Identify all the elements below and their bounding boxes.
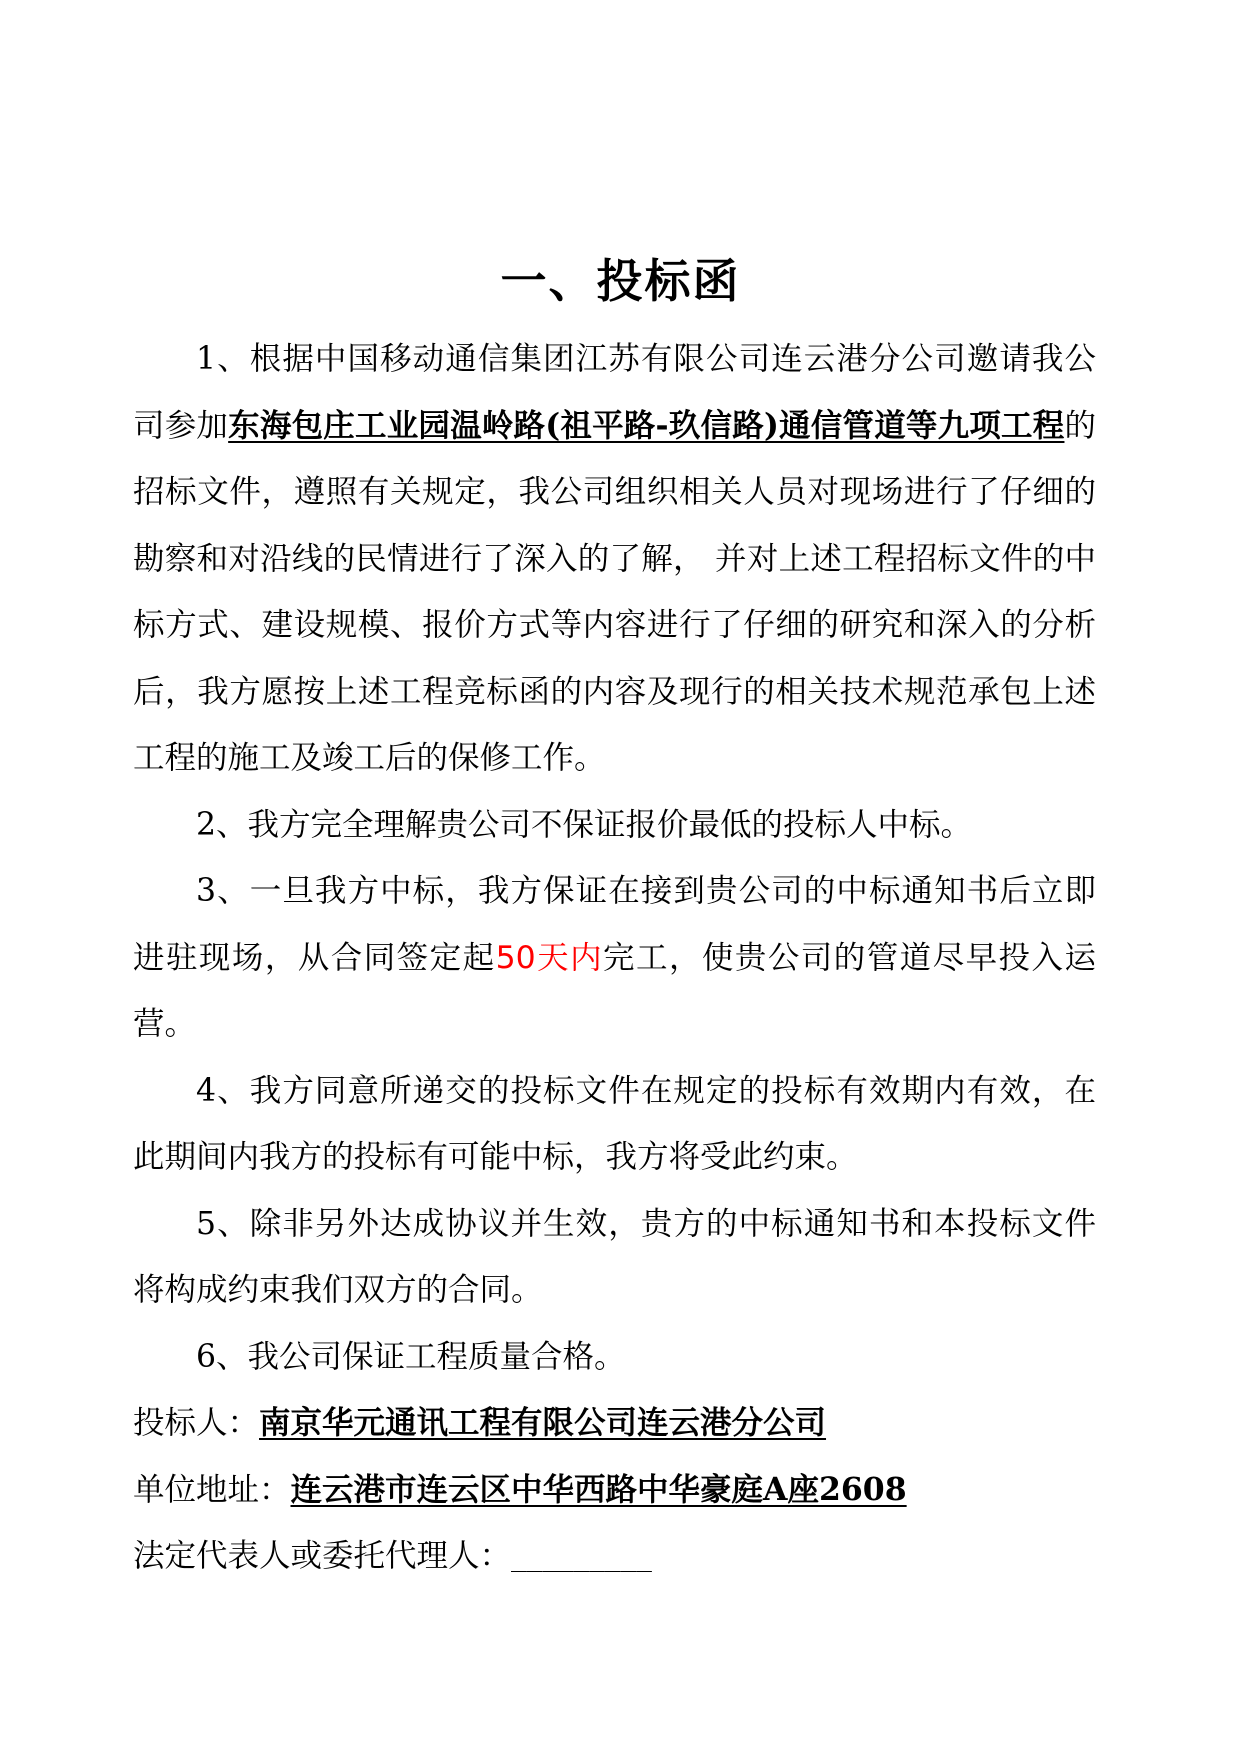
paragraph-3-intro: 3、一旦我方中标，我方保证在接到贵公司的中标通知书后立即进驻现场，从合同签定起 [133,873,1096,976]
paragraph-2: 2、我方完全理解贵公司不保证报价最低的投标人中标。 [196,806,973,843]
project-name: 东海包庄工业园温岭路(祖平路-玖信路)通信管道等九项工程 [228,406,1065,444]
completion-period-highlight: 50天内 [495,939,604,976]
paragraph-5: 5、除非另外达成协议并生效，贵方的中标通知书和本投标文件将构成约束我们双方的合同。 [133,1205,1096,1308]
address-label: 单位地址： [133,1471,291,1508]
page-title: 一、投标函 [500,254,741,308]
paragraph-3 [133,858,1096,1058]
paragraph-1-rest: 的招标文件，遵照有关规定，我公司组织相关人员对现场进行了仔细的勘察和对沿线的民情进行了深入的了解， 并对上述工程招标文件的中标方式、建设规模、报价方式等内容进行了仔细的研究和深入的分析后，我方愿按上述工程竞标函的内容及现行的相关技术规范承包上述工程的施工及竣工后的保修工作。 [133,407,1096,776]
paragraph-1-intro: 1、根据中国移动通信集团江苏有限公司连云港分公司邀请我公司参加 [133,341,1096,444]
bidder-name: 南京华元通讯工程有限公司连云港分公司 [259,1404,827,1441]
bidder-label: 投标人： [133,1405,260,1441]
address-line [133,1457,1096,1524]
bidder-line [133,1390,1096,1457]
paragraph-3-rest: 完工，使贵公司的管道尽早投入运营。 [133,939,1096,1042]
paragraph-1 [133,326,1096,792]
signature-blank: _________ [511,1543,652,1573]
representative-line [133,1523,1096,1592]
address-value: 连云港市连云区中华西路中华豪庭A座2608 [290,1470,907,1508]
paragraph-6: 6、我公司保证工程质量合格。 [196,1338,626,1375]
paragraph-4: 4、我方同意所递交的投标文件在规定的投标有效期内有效，在此期间内我方的投标有可能中标，我方将受此约束。 [133,1072,1096,1175]
bid-letter-body [133,326,1096,1592]
representative-label: 法定代表人或委托代理人： [133,1538,512,1574]
